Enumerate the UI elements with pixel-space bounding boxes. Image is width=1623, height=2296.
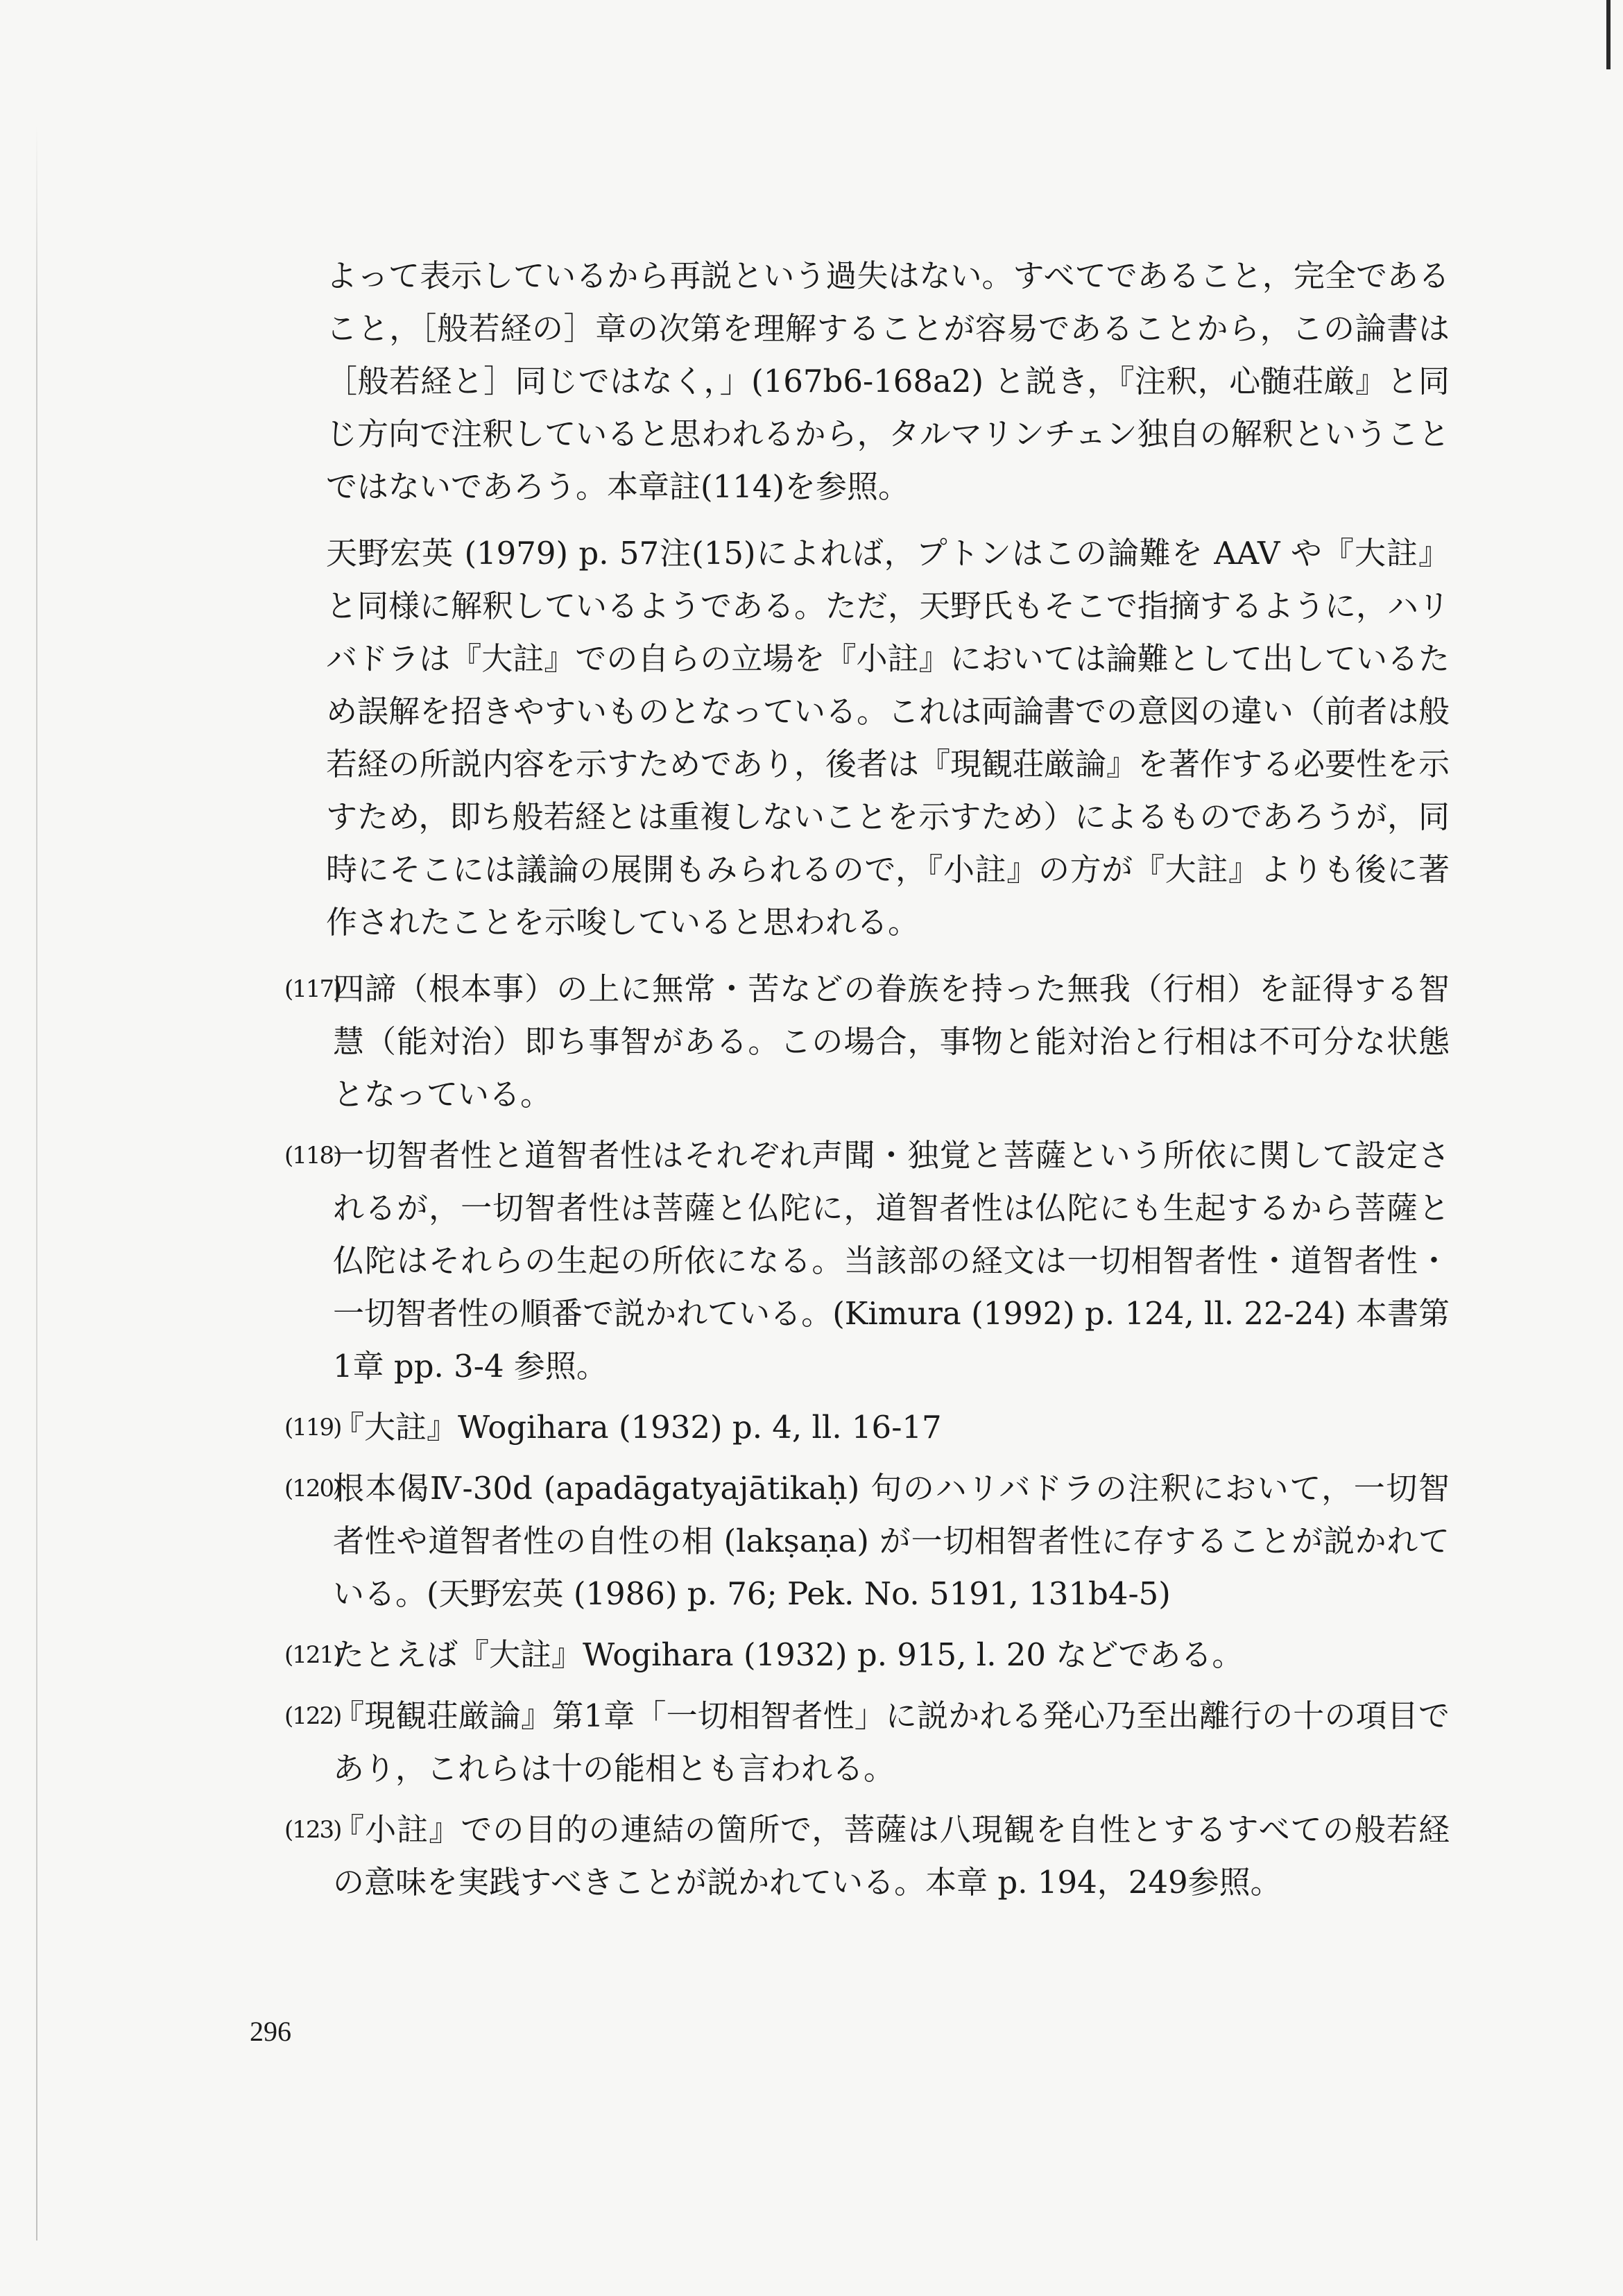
endnote-120	[284, 1462, 1450, 1620]
endnote-text: 『大註』Wogihara (1932) p. 4, ll. 16-17	[333, 1409, 942, 1446]
endnote-number: (119)	[284, 1414, 341, 1441]
endnote-123	[284, 1804, 1450, 1909]
endnotes-block	[284, 250, 1450, 1909]
endnote-number: (123)	[284, 1816, 341, 1844]
endnote-121	[284, 1629, 1450, 1681]
endnote-118	[284, 1129, 1450, 1393]
scan-shadow-left	[36, 125, 37, 2241]
endnote-117	[284, 963, 1450, 1121]
endnote-text: 根本偈Ⅳ-30d (apadāgatyajātikaḥ) 句のハリバドラの注釈において，一切智者性や道智者性の自性の相 (lakṣaṇa) が一切相智者性に存することが説かれている。(天野宏英 (1986) p. 76; Pek. No. 5191, 131b4-5)	[333, 1470, 1450, 1612]
endnote-text: たとえば『大註』Wogihara (1932) p. 915, l. 20 などである。	[333, 1636, 1244, 1673]
scan-mark-right	[1606, 0, 1611, 69]
endnote-text: 『現観荘厳論』第1章「一切相智者性」に説かれる発心乃至出離行の十の項目であり，これらは十の能相とも言われる。	[333, 1697, 1450, 1787]
endnote-number: (121)	[284, 1641, 341, 1669]
endnote-text: 『小註』での目的の連結の箇所で，菩薩は八現観を自性とするすべての般若経の意味を実践すべきことが説かれている。本章 p. 194，249参照。	[333, 1811, 1450, 1901]
endnote-number: (122)	[284, 1702, 341, 1730]
endnote-number: (117)	[284, 975, 341, 1003]
endnote-number: (120)	[284, 1475, 341, 1502]
continuation-paragraph-1: よって表示しているから再説という過失はない。すべてであること，完全であること，［般若経の］章の次第を理解することが容易であることから，この論書は［般若経と］同じではなく，」(167b6-168a2) と説き，『注釈，心髄荘厳』と同じ方向で注釈していると思われるから，タルマリンチェン独自の解釈ということではないであろう。本章註(114)を参照。	[326, 257, 1450, 505]
endnote-text: 一切智者性と道智者性はそれぞれ声聞・独覚と菩薩という所依に関して設定されるが，一切智者性は菩薩と仏陀に，道智者性は仏陀にも生起するから菩薩と仏陀はそれらの生起の所依になる。当該部の経文は一切相智者性・道智者性・一切智者性の順番で説かれている。(Kimura (1992) p. 124, ll. 22-24) 本書第1章 pp. 3-4 参照。	[333, 1137, 1450, 1385]
endnote-119	[284, 1401, 1450, 1454]
endnote-122	[284, 1690, 1450, 1795]
page-number: 296	[250, 2016, 291, 2047]
continuation-paragraph-2: 天野宏英 (1979) p. 57注(15)によれば，プトンはこの論難を AAV や『大註』と同様に解釈しているようである。ただ，天野氏もそこで指摘するように，ハリバドラは『大註』での自らの立場を『小註』においては論難として出しているため誤解を招きやすいものとなっている。これは両論書での意図の違い（前者は般若経の所説内容を示すためであり，後者は『現観荘厳論』を著作する必要性を示すため，即ち般若経とは重複しないことを示すため）によるものであろうが，同時にそこには議論の展開もみられるので，『小註』の方が『大註』よりも後に著作されたことを示唆していると思われる。	[326, 535, 1450, 941]
endnote-text: 四諦（根本事）の上に無常・苦などの眷族を持った無我（行相）を証得する智慧（能対治）即ち事智がある。この場合，事物と能対治と行相は不可分な状態となっている。	[333, 970, 1450, 1113]
endnote-number: (118)	[284, 1142, 341, 1170]
